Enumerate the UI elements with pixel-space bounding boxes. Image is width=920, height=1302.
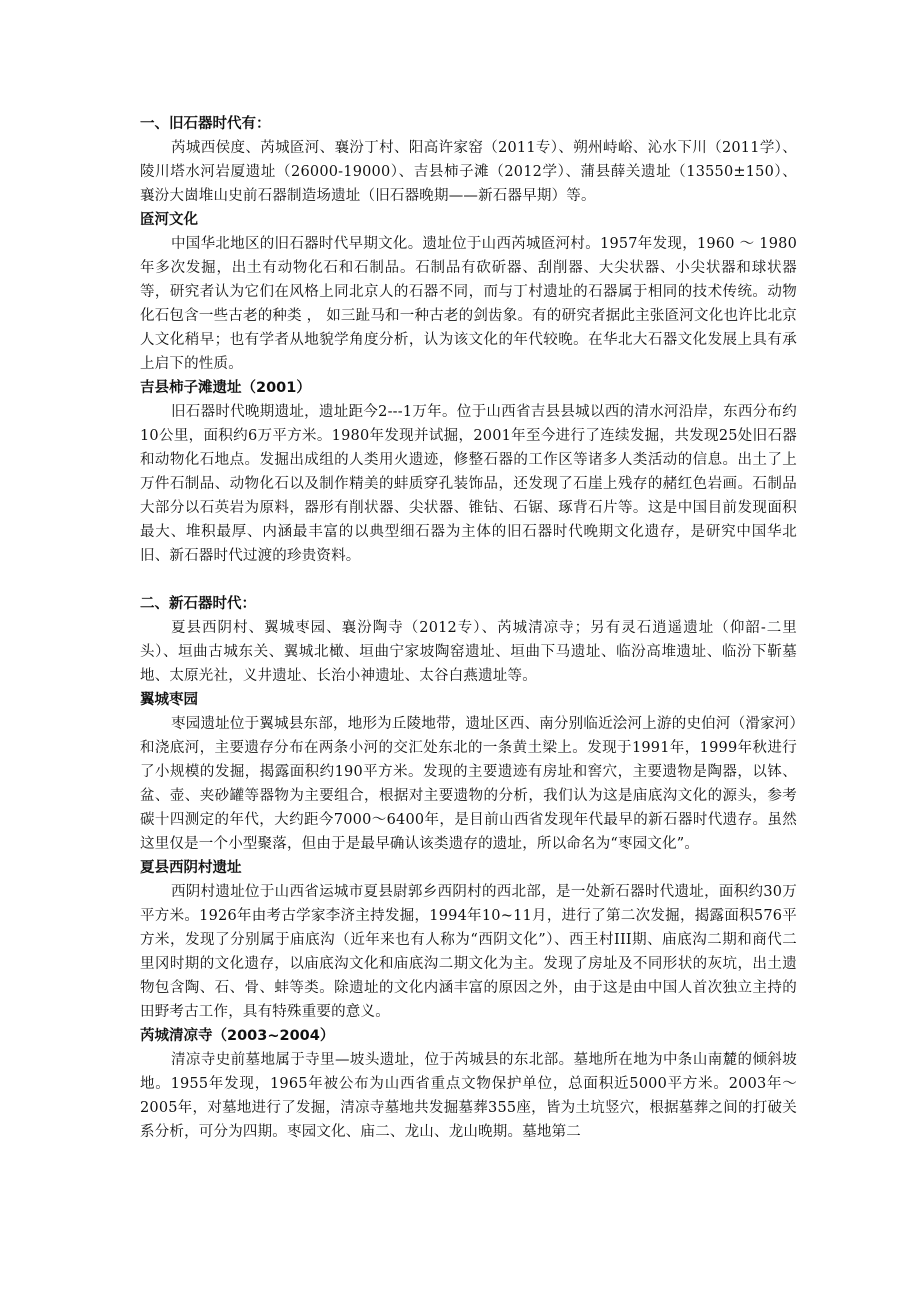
document-page (140, 112, 797, 1144)
zaoyuan-site-paragraph: 枣园遗址位于翼城县东部，地形为丘陵地带，遗址区西、南分别临近浍河上游的史伯河（滑家河）和浇底河，主要遗存分布在两条小河的交汇处东北的一条黄土梁上。发现于1991年，1999年秋进行了小规模的发掘，揭露面积约190平方米。发现的主要遗迹有房址和窖穴，主要遗物是陶器，以钵、盆、壶、夹砂罐等器物为主要组合，根据对主要遗物的分析，我们认为这是庙底沟文化的源头，参考碳十四测定的年代，大约距今7000～6400年，是目前山西省发现年代最早的新石器时代遗存。虽然这里仅是一个小型聚落，但由于是最早确认该类遗存的遗址，所以命名为“枣园文化”。 (140, 716, 797, 852)
heading-kehe-culture: 匼河文化 (140, 212, 198, 228)
kehe-culture-paragraph: 中国华北地区的旧石器时代早期文化。遗址位于山西芮城匼河村。1957年发现，1960 ～ 1980年多次发掘，出土有动物化石和石制品。石制品有砍斫器、刮削器、大尖状器、小尖状器和球状器等，研究者认为它们在风格上同北京人的石器不同，而与丁村遗址的石器属于相同的技术传统。动物化石包含一些古老的种类 ， 如三趾马和一种古老的剑齿象。有的研究者据此主张匼河文化也许比北京人文化稍早；也有学者从地貌学角度分析，认为该文化的年代较晚。在华北大石器文化发展上具有承上启下的性质。 (140, 236, 797, 372)
blank-line (140, 568, 797, 592)
section-heading-paleolithic: 一、旧石器时代有： (140, 116, 271, 132)
shizitan-site-paragraph: 旧石器时代晚期遗址，遗址距今2---1万年。位于山西省吉县县城以西的清水河沿岸，东西分布约10公里，面积约6万平方米。1980年发现并试掘，2001年至今进行了连续发掘，共发现25处旧石器和动物化石地点。发掘出成组的人类用火遗迹，修整石器的工作区等诸多人类活动的信息。出土了上万件石制品、动物化石以及制作精美的蚌质穿孔装饰品，还发现了石崖上残存的赭红色岩画。石制品大部分以石英岩为原料，器形有削状器、尖状器、锥钻、石锯、琢背石片等。这是中国目前发现面积最大、堆积最厚、内涵最丰富的以典型细石器为主体的旧石器时代晚期文化遗存，是研究中国华北旧、新石器时代过渡的珍贵资料。 (140, 404, 797, 564)
heading-zaoyuan-site: 翼城枣园 (140, 692, 198, 708)
xiyincun-site-paragraph: 西阴村遗址位于山西省运城市夏县尉郭乡西阴村的西北部，是一处新石器时代遗址，面积约30万平方米。1926年由考古学家李济主持发掘，1994年10~11月，进行了第二次发掘，揭露面积576平方米，发现了分别属于庙底沟（近年来也有人称为“西阴文化”）、西王村III期、庙底沟二期和商代二里冈时期的文化遗存，以庙底沟文化和庙底沟二期文化为主。发现了房址及不同形状的灰坑，出土遗物包含陶、石、骨、蚌等类。除遗址的文化内涵丰富的原因之外，由于这是由中国人首次独立主持的田野考古工作，具有特殊重要的意义。 (140, 884, 797, 1020)
paleolithic-sites-list: 芮城西侯度、芮城匼河、襄汾丁村、阳高许家窑（2011专）、朔州峙峪、沁水下川（2011学）、陵川塔水河岩厦遗址（26000-19000）、吉县柿子滩（2012学）、蒲县薛关遗址（13550±150）、襄汾大崮堆山史前石器制造场遗址（旧石器晚期——新石器早期）等。 (140, 140, 797, 204)
heading-xiyincun-site: 夏县西阴村遗址 (140, 860, 242, 876)
qingliangsi-site-paragraph: 清凉寺史前墓地属于寺里—坡头遗址，位于芮城县的东北部。墓地所在地为中条山南麓的倾斜坡地。1955年发现，1965年被公布为山西省重点文物保护单位，总面积近5000平方米。2003年～2005年，对墓地进行了发掘，清凉寺墓地共发掘墓葬355座，皆为土坑竖穴，根据墓葬之间的打破关系分析，可分为四期。枣园文化、庙二、龙山、龙山晚期。墓地第二 (140, 1052, 797, 1140)
heading-shizitan-site: 吉县柿子滩遗址（2001） (140, 380, 311, 396)
neolithic-sites-list: 夏县西阴村、翼城枣园、襄汾陶寺（2012专）、芮城清凉寺；另有灵石逍遥遗址（仰韶-二里头）、垣曲古城东关、翼城北橄、垣曲宁家坡陶窑遗址、垣曲下马遗址、临汾高堆遗址、临汾下靳墓地、太原光社，义井遗址、长治小神遗址、太谷白燕遗址等。 (140, 620, 797, 684)
section-heading-neolithic: 二、新石器时代： (140, 596, 256, 612)
heading-qingliangsi-site: 芮城清凉寺（2003~2004） (140, 1028, 335, 1044)
